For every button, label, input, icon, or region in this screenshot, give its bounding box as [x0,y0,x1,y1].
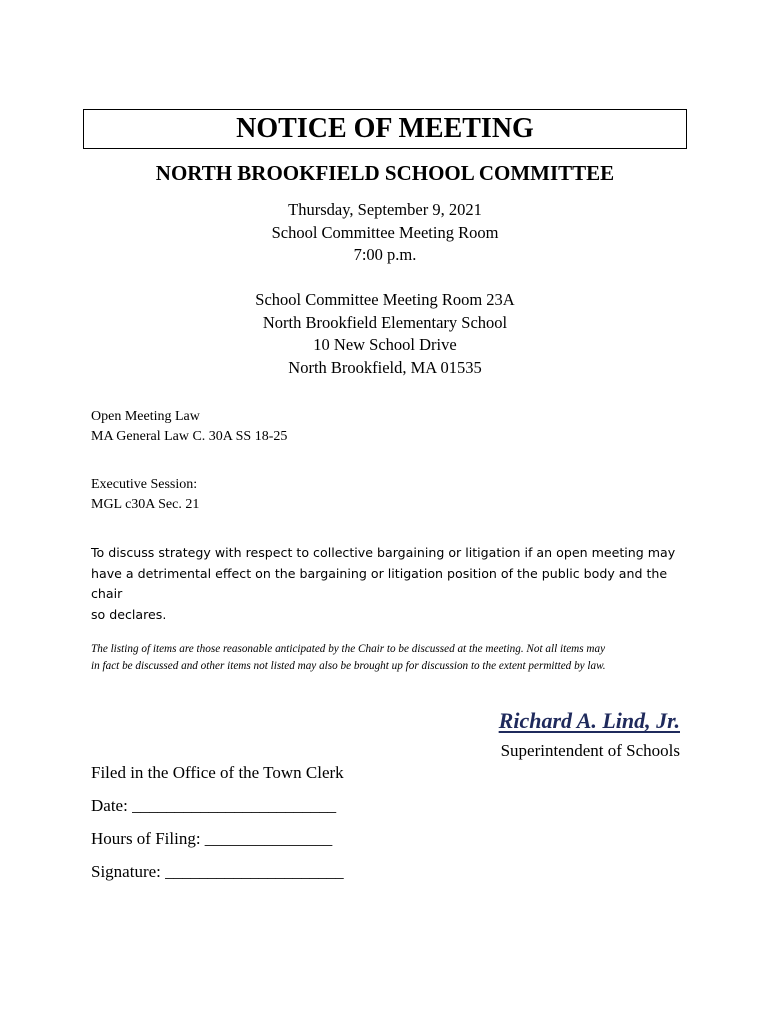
location-city: North Brookfield, MA 01535 [288,357,482,377]
purpose-line: have a detrimental effect on the bargaining or litigation position of the public body and the chair [91,565,668,601]
filing-hours-field[interactable]: Hours of Filing: _______________ [91,829,333,848]
meeting-time: 7:00 p.m. [353,245,417,264]
disclaimer-line: The listing of items are those reasonable anticipated by the Chair to be discussed at the meeting. Not all items may [91,643,606,655]
purpose-line: so declares. [91,606,167,622]
committee-name: NORTH BROOKFIELD SCHOOL COMMITTEE [155,161,615,185]
open-meeting-law-citation: MA General Law C. 30A SS 18-25 [91,429,288,444]
meeting-location [0,289,770,379]
disclaimer-line: in fact be discussed and other items not listed may also be brought up for discussion to the extent permitted by law. [91,660,606,672]
filed-office: Filed in the Office of the Town Clerk [91,763,344,782]
executive-session-citation: MGL c30A Sec. 21 [91,497,200,512]
open-meeting-law-label: Open Meeting Law [91,409,200,424]
disclaimer-note [91,641,691,675]
purpose-paragraph [91,543,691,625]
meeting-room: School Committee Meeting Room [271,222,499,242]
executive-session [91,475,199,515]
meeting-details [0,199,770,267]
open-meeting-law [91,407,287,447]
filing-date-field[interactable]: Date: ________________________ [91,796,337,815]
location-school: North Brookfield Elementary School [262,312,508,332]
signature-title: Superintendent of Schools [500,741,680,760]
purpose-line: To discuss strategy with respect to collective bargaining or litigation if an open meeting may [91,545,676,560]
filing-signature-field[interactable]: Signature: _____________________ [91,862,344,881]
page-title: NOTICE OF MEETING [236,113,534,144]
executive-session-label: Executive Session: [91,477,198,492]
location-room: School Committee Meeting Room 23A [255,290,515,309]
signature-name: Richard A. Lind, Jr. [498,708,680,733]
meeting-date: Thursday, September 9, 2021 [288,200,482,219]
location-street: 10 New School Drive [313,335,457,354]
title-box [83,109,687,149]
